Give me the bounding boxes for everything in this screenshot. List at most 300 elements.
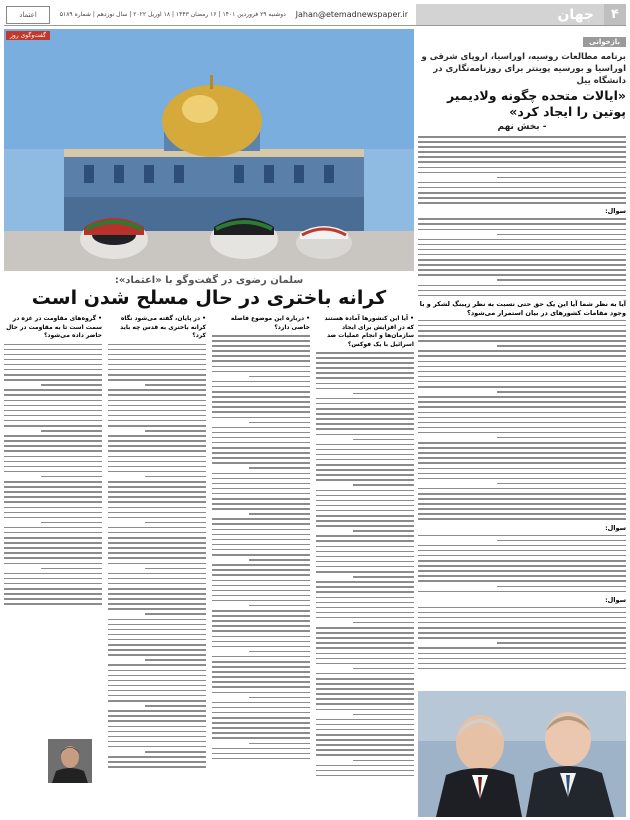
- text-line: [316, 551, 414, 553]
- text-line: [4, 593, 102, 595]
- text-line: [212, 355, 310, 357]
- text-line: [418, 447, 626, 449]
- text-line: [353, 576, 414, 578]
- text-line: [212, 702, 310, 704]
- text-line: [4, 532, 102, 534]
- text-line: [316, 388, 414, 390]
- text-line: [41, 476, 102, 478]
- text-line: [418, 371, 626, 373]
- text-line: [212, 620, 310, 622]
- text-line: [4, 578, 102, 580]
- text-line: [353, 484, 414, 486]
- text-line: [108, 481, 206, 483]
- text-line: [418, 172, 626, 174]
- text-line: [108, 578, 206, 580]
- text-line: [418, 223, 626, 225]
- text-line: [316, 367, 414, 369]
- text-line: [316, 754, 414, 756]
- text-line: [316, 540, 414, 542]
- text-line: [212, 534, 310, 536]
- text-line: [418, 197, 626, 199]
- text-line: [212, 574, 310, 576]
- text-line: [108, 450, 206, 452]
- text-line: [418, 156, 626, 158]
- text-line: [418, 239, 626, 241]
- text-line: [316, 556, 414, 558]
- text-line: [316, 423, 414, 425]
- text-line: [418, 422, 626, 424]
- text-line: [418, 555, 626, 557]
- text-line: [418, 457, 626, 459]
- text-line: [4, 440, 102, 442]
- text-line: [108, 644, 206, 646]
- question-line: سوال:: [605, 523, 626, 532]
- text-line: [418, 508, 626, 510]
- text-line: [316, 474, 414, 476]
- text-line: [418, 269, 626, 271]
- text-line: [212, 564, 310, 566]
- text-line: [418, 136, 626, 138]
- text-line: [108, 527, 206, 529]
- text-line: [316, 428, 414, 430]
- text-line: [497, 642, 626, 644]
- text-line: [4, 435, 102, 437]
- text-line: [316, 683, 414, 685]
- text-line: [316, 703, 414, 705]
- text-line: [316, 597, 414, 599]
- text-line: [418, 290, 626, 292]
- text-line: [418, 545, 626, 547]
- text-line: [108, 507, 206, 509]
- text-line: [108, 542, 206, 544]
- text-line: [249, 651, 310, 653]
- text-line: [212, 549, 310, 551]
- text-line: [108, 344, 206, 346]
- text-line: [418, 376, 626, 378]
- text-line: [418, 146, 626, 148]
- text-line: [4, 563, 102, 565]
- text-line: [212, 366, 310, 368]
- text-line: [316, 602, 414, 604]
- text-line: [418, 412, 626, 414]
- text-line: [212, 615, 310, 617]
- text-line: [418, 462, 626, 464]
- text-line: [108, 741, 206, 743]
- question-line: • در پایان، گفته می‌شود نگاه کرانه باختری به قدس چه باید کرد؟: [120, 315, 206, 339]
- text-line: [108, 491, 206, 493]
- text-line: [108, 670, 206, 672]
- left-area: [4, 29, 414, 817]
- text-line: [316, 362, 414, 364]
- text-line: [316, 403, 414, 405]
- question-line: سوال:: [605, 207, 626, 216]
- text-line: [418, 167, 626, 169]
- text-line: [316, 709, 414, 711]
- text-line: [316, 352, 414, 354]
- text-line: [108, 736, 206, 738]
- text-line: [316, 658, 414, 660]
- page-number: ۴: [604, 4, 626, 25]
- text-line: [418, 340, 626, 342]
- text-line: [108, 349, 206, 351]
- text-line: [212, 391, 310, 393]
- text-line: [108, 537, 206, 539]
- text-line: [108, 359, 206, 361]
- text-line: [212, 625, 310, 627]
- text-line: [316, 444, 414, 446]
- text-line: [316, 510, 414, 512]
- left-article-columns: [4, 314, 414, 780]
- text-line: [212, 641, 310, 643]
- text-line: [212, 503, 310, 505]
- column-body: [108, 344, 206, 768]
- text-line: [418, 361, 626, 363]
- text-line: [316, 490, 414, 492]
- text-line: [212, 569, 310, 571]
- text-line: [108, 583, 206, 585]
- text-line: [418, 570, 626, 572]
- text-line: [316, 734, 414, 736]
- text-line: [212, 707, 310, 709]
- text-line: [145, 384, 206, 386]
- text-line: [418, 663, 626, 665]
- text-line: [4, 389, 102, 391]
- text-line: [108, 532, 206, 534]
- text-line: [212, 686, 310, 688]
- text-line: [316, 479, 414, 481]
- text-line: [212, 437, 310, 439]
- text-line: [108, 700, 206, 702]
- text-line: [418, 295, 626, 297]
- text-line: [316, 566, 414, 568]
- text-line: [41, 430, 102, 432]
- text-line: [145, 522, 206, 524]
- text-line: [4, 461, 102, 463]
- text-line: [108, 496, 206, 498]
- text-line: [108, 715, 206, 717]
- text-line: [4, 379, 102, 381]
- text-line: [316, 591, 414, 593]
- text-line: [418, 406, 626, 408]
- text-line: [41, 384, 102, 386]
- text-line: [108, 400, 206, 402]
- text-line: [4, 415, 102, 417]
- text-line: [418, 468, 626, 470]
- photo-caption: گفت‌وگوی روز: [6, 31, 50, 40]
- text-line: [145, 430, 206, 432]
- text-line: [418, 285, 626, 287]
- text-line: [212, 590, 310, 592]
- text-line: [212, 518, 310, 520]
- text-line: [316, 418, 414, 420]
- text-line: [212, 580, 310, 582]
- text-line: [108, 680, 206, 682]
- column-body: [316, 352, 414, 776]
- text-line: [316, 383, 414, 385]
- text-line: [145, 705, 206, 707]
- text-line: [212, 554, 310, 556]
- text-line: [212, 585, 310, 587]
- text-line: [212, 340, 310, 342]
- text-line: [497, 234, 626, 236]
- text-line: [316, 449, 414, 451]
- text-line: [316, 581, 414, 583]
- text-line: [497, 391, 626, 393]
- text-line: [418, 274, 626, 276]
- text-line: [316, 627, 414, 629]
- text-line: [212, 498, 310, 500]
- text-line: [212, 539, 310, 541]
- text-line: [418, 192, 626, 194]
- right-column-article: [418, 29, 626, 817]
- text-line: [4, 517, 102, 519]
- text-line: [418, 427, 626, 429]
- text-line: [418, 632, 626, 634]
- text-line: [316, 637, 414, 639]
- left-article-title: کرانه باختری در حال مسلح شدن است: [31, 287, 387, 309]
- text-line: [418, 335, 626, 337]
- text-line: [212, 442, 310, 444]
- text-line: [145, 476, 206, 478]
- text-line: [4, 420, 102, 422]
- text-column: [316, 314, 414, 780]
- column-body: [4, 344, 102, 605]
- text-line: [108, 456, 206, 458]
- text-line: [316, 770, 414, 772]
- text-line: [418, 259, 626, 261]
- text-line: [418, 417, 626, 419]
- right-article-part: - بخش نهم: [497, 122, 547, 132]
- text-line: [418, 565, 626, 567]
- text-line: [212, 371, 310, 373]
- text-line: [4, 507, 102, 509]
- text-line: [212, 717, 310, 719]
- text-line: [316, 434, 414, 436]
- article-tag: بازخوانی: [583, 37, 626, 47]
- text-line: [212, 753, 310, 755]
- text-line: [4, 583, 102, 585]
- text-line: [212, 722, 310, 724]
- text-line: [316, 515, 414, 517]
- text-line: [108, 619, 206, 621]
- text-line: [4, 425, 102, 427]
- text-line: [108, 766, 206, 768]
- text-line: [4, 405, 102, 407]
- text-line: [418, 607, 626, 609]
- text-line: [418, 612, 626, 614]
- text-line: [418, 141, 626, 143]
- text-line: [418, 575, 626, 577]
- text-line: [316, 678, 414, 680]
- dateline: دوشنبه ۲۹ فروردین ۱۴۰۱ | ۱۶ رمضان ۱۴۴۳ | ۱۸ آوریل ۲۰۲۲ | سال نوزدهم | شماره ۵۱۸۹: [59, 11, 286, 18]
- text-line: [316, 459, 414, 461]
- text-line: [316, 647, 414, 649]
- text-line: [108, 710, 206, 712]
- text-line: [212, 671, 310, 673]
- text-line: [418, 396, 626, 398]
- question-line: • درباره این موضوع فاصله خاصی دارد؟: [230, 315, 310, 331]
- text-line: [212, 656, 310, 658]
- text-line: [497, 437, 626, 439]
- text-line: [418, 560, 626, 562]
- section-email[interactable]: Jahan@etemadnewspaper.ir: [295, 10, 408, 19]
- text-line: [212, 401, 310, 403]
- text-line: [108, 405, 206, 407]
- right-article-title: «ایالات متحده چگونه ولادیمیر پوتین را ایجاد کرد»: [447, 88, 626, 119]
- text-line: [497, 177, 626, 179]
- text-line: [418, 182, 626, 184]
- text-column: [4, 314, 102, 780]
- text-line: [316, 724, 414, 726]
- text-line: [108, 410, 206, 412]
- text-line: [316, 642, 414, 644]
- text-line: [108, 720, 206, 722]
- text-line: [316, 744, 414, 746]
- text-line: [212, 666, 310, 668]
- text-line: [316, 377, 414, 379]
- text-line: [418, 202, 626, 204]
- text-line: [108, 629, 206, 631]
- text-line: [418, 535, 626, 537]
- text-line: [418, 187, 626, 189]
- right-article-kicker: برنامه مطالعات روسیه، اوراسیا، اروپای شرقی و اوراسیا و بورسیه پوینتر برای روزنامه‌نگاری در دانشگاه ییل: [421, 52, 626, 86]
- text-line: [212, 350, 310, 352]
- text-line: [4, 445, 102, 447]
- text-line: [316, 698, 414, 700]
- text-line: [145, 613, 206, 615]
- text-line: [4, 588, 102, 590]
- section-title: جهان: [416, 4, 604, 25]
- text-line: [108, 471, 206, 473]
- text-line: [4, 527, 102, 529]
- text-line: [249, 513, 310, 515]
- text-line: [4, 359, 102, 361]
- text-line: [212, 529, 310, 531]
- text-line: [316, 546, 414, 548]
- text-line: [497, 279, 626, 281]
- page-header: [4, 4, 626, 26]
- text-line: [212, 523, 310, 525]
- text-line: [4, 369, 102, 371]
- right-article-body: [418, 136, 626, 669]
- text-line: [108, 573, 206, 575]
- column-body: [212, 335, 310, 759]
- text-line: [108, 603, 206, 605]
- text-line: [418, 442, 626, 444]
- text-line: [108, 726, 206, 728]
- text-line: [108, 664, 206, 666]
- text-line: [212, 473, 310, 475]
- text-line: [108, 608, 206, 610]
- text-line: [418, 432, 626, 434]
- text-line: [418, 401, 626, 403]
- text-line: [4, 410, 102, 412]
- left-article-kicker: سلمان رضوی در گفت‌وگو با «اعتماد»:: [114, 275, 304, 286]
- text-line: [212, 758, 310, 760]
- text-line: [108, 445, 206, 447]
- text-line: [418, 320, 626, 322]
- text-line: [212, 462, 310, 464]
- text-line: [212, 432, 310, 434]
- text-line: [249, 605, 310, 607]
- text-line: [316, 372, 414, 374]
- text-line: [249, 743, 310, 745]
- text-line: [212, 661, 310, 663]
- text-line: [316, 357, 414, 359]
- putin-gorbachev-photo: [418, 691, 626, 817]
- text-line: [316, 663, 414, 665]
- text-line: [108, 761, 206, 763]
- text-line: [418, 350, 626, 352]
- text-line: [145, 659, 206, 661]
- text-line: [212, 681, 310, 683]
- text-line: [108, 425, 206, 427]
- text-line: [418, 330, 626, 332]
- text-line: [418, 386, 626, 388]
- text-line: [4, 537, 102, 539]
- text-line: [316, 739, 414, 741]
- text-line: [108, 364, 206, 366]
- text-line: [212, 396, 310, 398]
- text-line: [418, 254, 626, 256]
- text-line: [316, 413, 414, 415]
- text-line: [353, 393, 414, 395]
- text-line: [249, 559, 310, 561]
- text-line: [108, 517, 206, 519]
- text-line: [4, 374, 102, 376]
- text-line: [249, 467, 310, 469]
- text-line: [4, 486, 102, 488]
- text-line: [418, 452, 626, 454]
- text-line: [4, 547, 102, 549]
- text-line: [316, 408, 414, 410]
- text-line: [497, 345, 626, 347]
- text-line: [212, 452, 310, 454]
- text-line: [108, 634, 206, 636]
- text-line: [4, 450, 102, 452]
- text-line: [316, 500, 414, 502]
- text-line: [418, 229, 626, 231]
- text-line: [212, 712, 310, 714]
- text-line: [316, 505, 414, 507]
- text-line: [108, 512, 206, 514]
- text-line: [212, 457, 310, 459]
- text-line: [316, 586, 414, 588]
- text-line: [108, 598, 206, 600]
- text-line: [108, 654, 206, 656]
- text-line: [212, 595, 310, 597]
- question-line: • گروه‌های مقاومت در غزه در سمت است تا به مقاومت در حال حاضر داده می‌شود؟: [6, 315, 102, 339]
- text-line: [108, 649, 206, 651]
- text-line: [418, 627, 626, 629]
- text-line: [249, 376, 310, 378]
- text-line: [212, 727, 310, 729]
- text-line: [108, 639, 206, 641]
- text-line: [316, 653, 414, 655]
- text-line: [4, 364, 102, 366]
- text-line: [212, 335, 310, 337]
- text-line: [4, 481, 102, 483]
- text-column: [212, 314, 310, 780]
- text-line: [4, 456, 102, 458]
- text-line: [418, 617, 626, 619]
- text-line: [212, 732, 310, 734]
- text-line: [108, 435, 206, 437]
- text-line: [108, 389, 206, 391]
- text-line: [316, 398, 414, 400]
- text-line: [316, 765, 414, 767]
- al-aqsa-photo: [4, 29, 414, 271]
